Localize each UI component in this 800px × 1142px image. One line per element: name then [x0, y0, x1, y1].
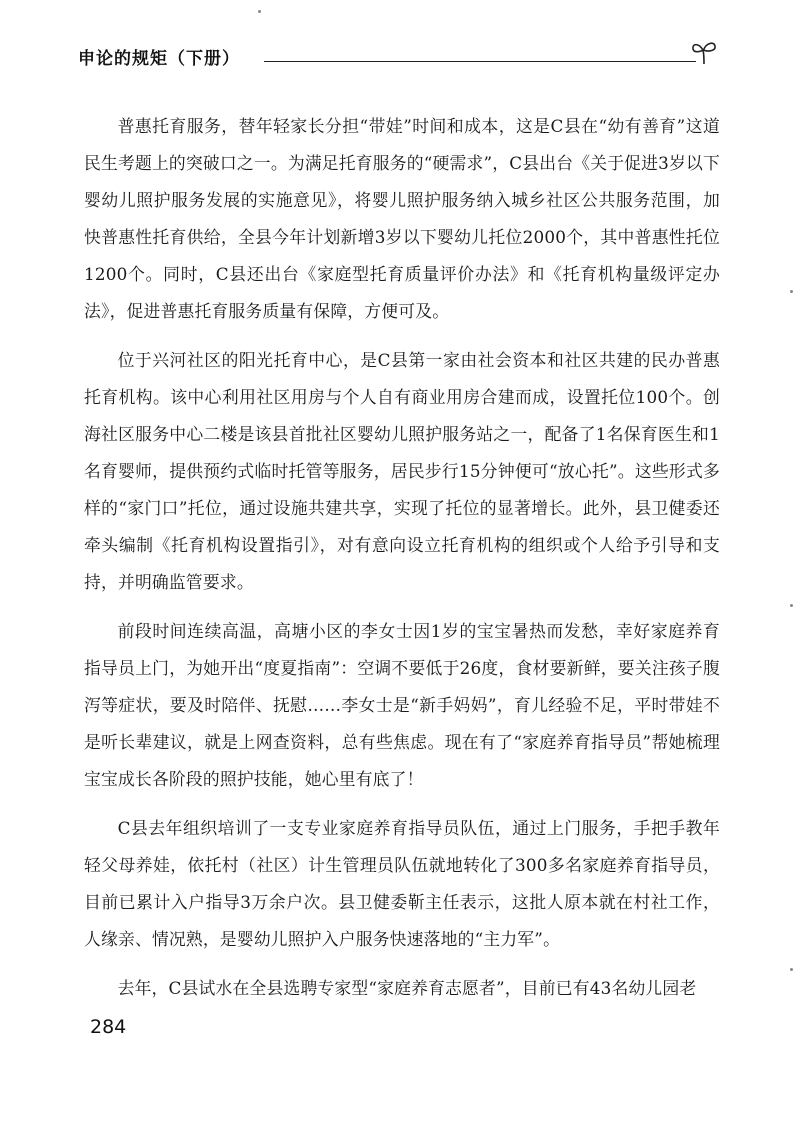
scan-dot [790, 290, 793, 293]
sprout-icon [690, 38, 718, 66]
page-number: 284 [90, 1016, 127, 1038]
scan-dot [790, 604, 793, 607]
header-rule [264, 61, 696, 62]
paragraph: 位于兴河社区的阳光托育中心，是C县第一家由社会资本和社区共建的民办普惠托育机构。该中心利用社区用房与个人自有商业用房合建而成，设置托位100个。创海社区服务中心二楼是该县首批社区婴幼儿照护服务站之一，配备了1名保育医生和1名育婴师，提供预约式临时托管等服务，居民步行15分钟便可“放心托”。这些形式多样的“家门口”托位，通过设施共建共享，实现了托位的显著增长。此外，县卫健委还牵头编制《托育机构设置指引》，对有意向设立托育机构的组织或个人给予引导和支持，并明确监管要求。 [84, 350, 720, 592]
body-text [84, 108, 720, 1019]
book-title: 申论的规矩（下册） [78, 49, 240, 69]
paragraph: 普惠托育服务，替年轻家长分担“带娃”时间和成本，这是C县在“幼有善育”这道民生考题上的突破口之一。为满足托育服务的“硬需求”，C县出台《关于促进3岁以下婴幼儿照护服务发展的实施意见》，将婴儿照护服务纳入城乡社区公共服务范围，加快普惠性托育供给，全县今年计划新增3岁以下婴幼儿托位2000个，其中普惠性托位1200个。同时，C县还出台《家庭型托育质量评价办法》和《托育机构量级评定办法》，促进普惠托育服务质量有保障，方便可及。 [84, 116, 720, 321]
paragraph: 前段时间连续高温，高塘小区的李女士因1岁的宝宝暑热而发愁，幸好家庭养育指导员上门，为她开出“度夏指南”：空调不要低于26度，食材要新鲜，要关注孩子腹泻等症状，要及时陪伴、抚慰……李女士是“新手妈妈”，育儿经验不足，平时带娃不是听长辈建议，就是上网查资料，总有些焦虑。现在有了“家庭养育指导员”帮她梳理宝宝成长各阶段的照护技能，她心里有底了！ [84, 621, 720, 789]
paragraph: C县去年组织培训了一支专业家庭养育指导员队伍，通过上门服务，手把手教年轻父母养娃，依托村（社区）计生管理员队伍就地转化了300多名家庭养育指导员，目前已累计入户指导3万余户次。县卫健委靳主任表示，这批人原本就在村社工作，人缘亲、情况熟，是婴幼儿照护入户服务快速落地的“主力军”。 [84, 818, 720, 949]
running-header [78, 38, 718, 70]
paragraph: 去年，C县试水在全县选聘专家型“家庭养育志愿者”，目前已有43名幼儿园老 [117, 978, 697, 998]
scan-dot [790, 968, 793, 971]
scan-dot [258, 10, 261, 13]
